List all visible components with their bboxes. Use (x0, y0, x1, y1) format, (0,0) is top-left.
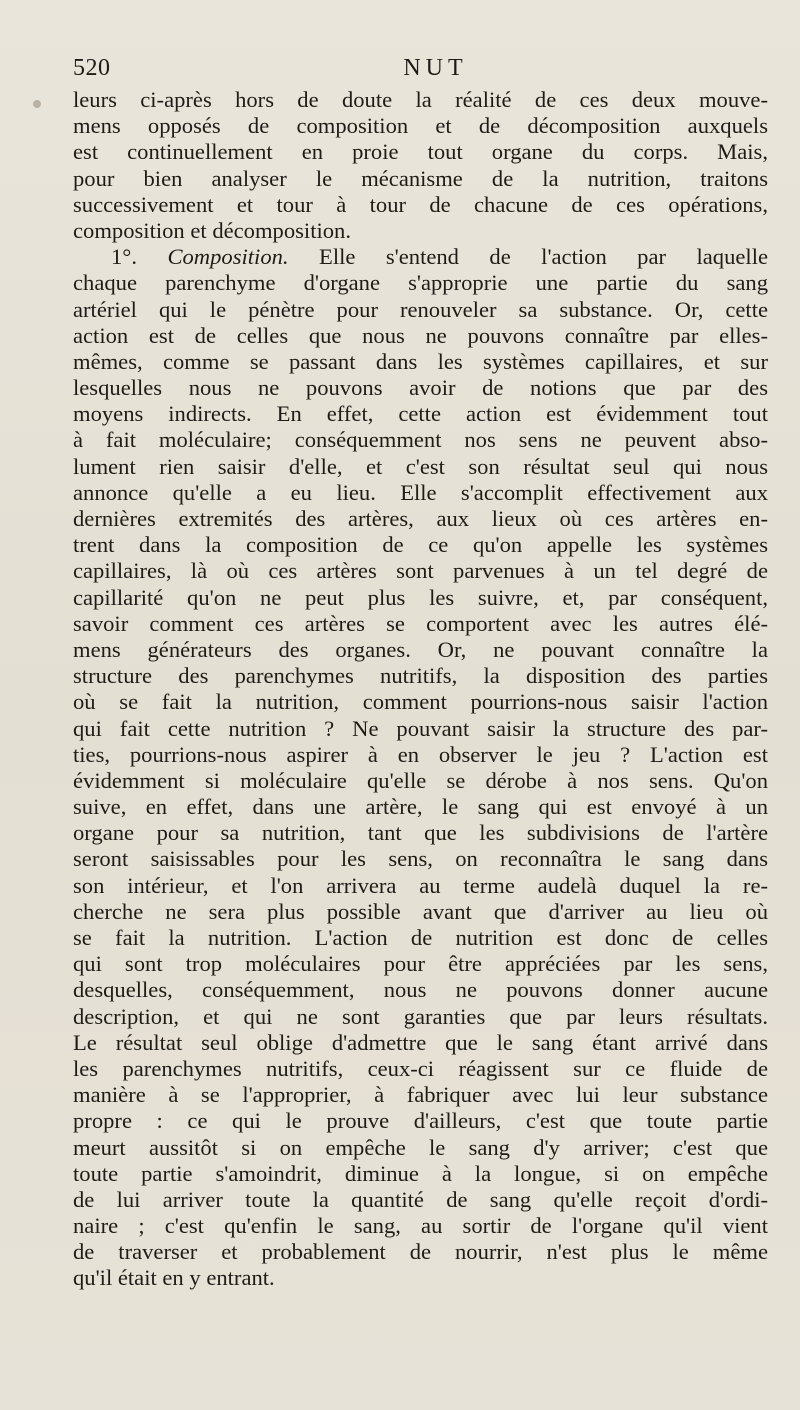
text-line: artériel qui le pénètre pour renouveler sa substance. Or, cette (73, 296, 768, 322)
section-number: 1°. (111, 244, 137, 270)
text-line: naire ; c'est qu'enfin le sang, au sortir de l'organe qu'il vient (73, 1213, 768, 1239)
section-heading: Composition. (167, 244, 289, 270)
ink-smudge (33, 100, 41, 108)
text-line: successivement et tour à tour de chacune de ces opérations, (73, 191, 768, 217)
text-line: seront saisissables pour les sens, on reconnaîtra le sang dans (73, 846, 768, 872)
text-line: moyens indirects. En effet, cette action est évidemment tout (73, 401, 768, 427)
text-line: meurt aussitôt si on empêche le sang d'y arriver; c'est que (73, 1134, 768, 1160)
text-line: de lui arriver toute la quantité de sang qu'elle reçoit d'ordi- (73, 1186, 768, 1212)
text-line: cherche ne sera plus possible avant que d'arriver au lieu où (73, 898, 768, 924)
running-title: NUT (403, 55, 468, 81)
text-line: mens opposés de composition et de décomposition auxquels (73, 113, 768, 139)
text-line: qui fait cette nutrition ? Ne pouvant saisir la structure des par- (73, 715, 768, 741)
text-line: mens générateurs des organes. Or, ne pouvant connaître la (73, 636, 768, 662)
text-line: capillarité qu'on ne peut plus les suivre, et, par conséquent, (73, 584, 768, 610)
text-line: dernières extremités des artères, aux lieux où ces artères en- (73, 506, 768, 531)
section-heading-line (73, 244, 768, 270)
text-line: manière à se l'approprier, à fabriquer avec lui leur substance (73, 1082, 768, 1108)
text-line: où se fait la nutrition, comment pourrions-nous saisir l'action (73, 689, 768, 715)
text-line: suive, en effet, dans une artère, le sang qui est envoyé à un (73, 794, 768, 820)
text-line: qui sont trop moléculaires pour être appréciées par les sens, (73, 951, 768, 977)
body-text (73, 87, 768, 1292)
text-line: mêmes, comme se passant dans les systèmes capillaires, et sur (73, 348, 768, 374)
text-line: lument rien saisir d'elle, et c'est son résultat seul qui nous (73, 453, 768, 479)
text-line: annonce qu'elle a eu lieu. Elle s'accomplit effectivement aux (73, 479, 768, 505)
text-line: évidemment si moléculaire qu'elle se dérobe à nos sens. Qu'on (73, 767, 768, 793)
text-line: pour bien analyser le mécanisme de la nutrition, traitons (73, 165, 768, 191)
text-line: de traverser et probablement de nourrir, n'est plus le même (73, 1239, 768, 1265)
text-line: savoir comment ces artères se comportent avec les autres élé- (73, 610, 768, 636)
text-line: propre : ce qui le prouve d'ailleurs, c'est que toute partie (73, 1108, 768, 1134)
text-line: les parenchymes nutritifs, ceux-ci réagissent sur ce fluide de (73, 1055, 768, 1081)
text-line: est continuellement en proie tout organe du corps. Mais, (73, 139, 768, 165)
text-line: se fait la nutrition. L'action de nutrition est donc de celles (73, 925, 768, 950)
text-line: action est de celles que nous ne pouvons connaître par elles- (73, 322, 768, 348)
page-number: 520 (73, 55, 111, 81)
text-line: organe pour sa nutrition, tant que les subdivisions de l'artère (73, 820, 768, 846)
text-line: trent dans la composition de ce qu'on appelle les systèmes (73, 532, 768, 558)
section-first-line: Elle s'entend de l'action par laquelle (319, 244, 768, 270)
text-line: à fait moléculaire; conséquemment nos sens ne peuvent abso- (73, 427, 768, 453)
text-line: son intérieur, et l'on arrivera au terme audelà duquel la re- (73, 872, 768, 898)
text-line: structure des parenchymes nutritifs, la disposition des parties (73, 663, 768, 689)
text-line: chaque parenchyme d'organe s'approprie une partie du sang (73, 270, 768, 296)
text-line: composition et décomposition. (73, 217, 351, 243)
text-line: lesquelles nous ne pouvons avoir de notions que par des (73, 375, 768, 401)
text-line: qu'il était en y entrant. (73, 1265, 275, 1291)
text-line: ties, pourrions-nous aspirer à en observer le jeu ? L'action est (73, 741, 768, 767)
text-line: leurs ci-après hors de doute la réalité de ces deux mouve- (73, 87, 768, 112)
text-line: desquelles, conséquemment, nous ne pouvons donner aucune (73, 977, 768, 1003)
running-head (73, 55, 768, 85)
text-line: capillaires, là où ces artères sont parvenues à un tel degré de (73, 558, 768, 584)
text-line: toute partie s'amoindrit, diminue à la longue, si on empêche (73, 1160, 768, 1186)
text-line: description, et qui ne sont garanties que par leurs résultats. (73, 1003, 768, 1029)
text-line: Le résultat seul oblige d'admettre que le sang étant arrivé dans (73, 1029, 768, 1055)
